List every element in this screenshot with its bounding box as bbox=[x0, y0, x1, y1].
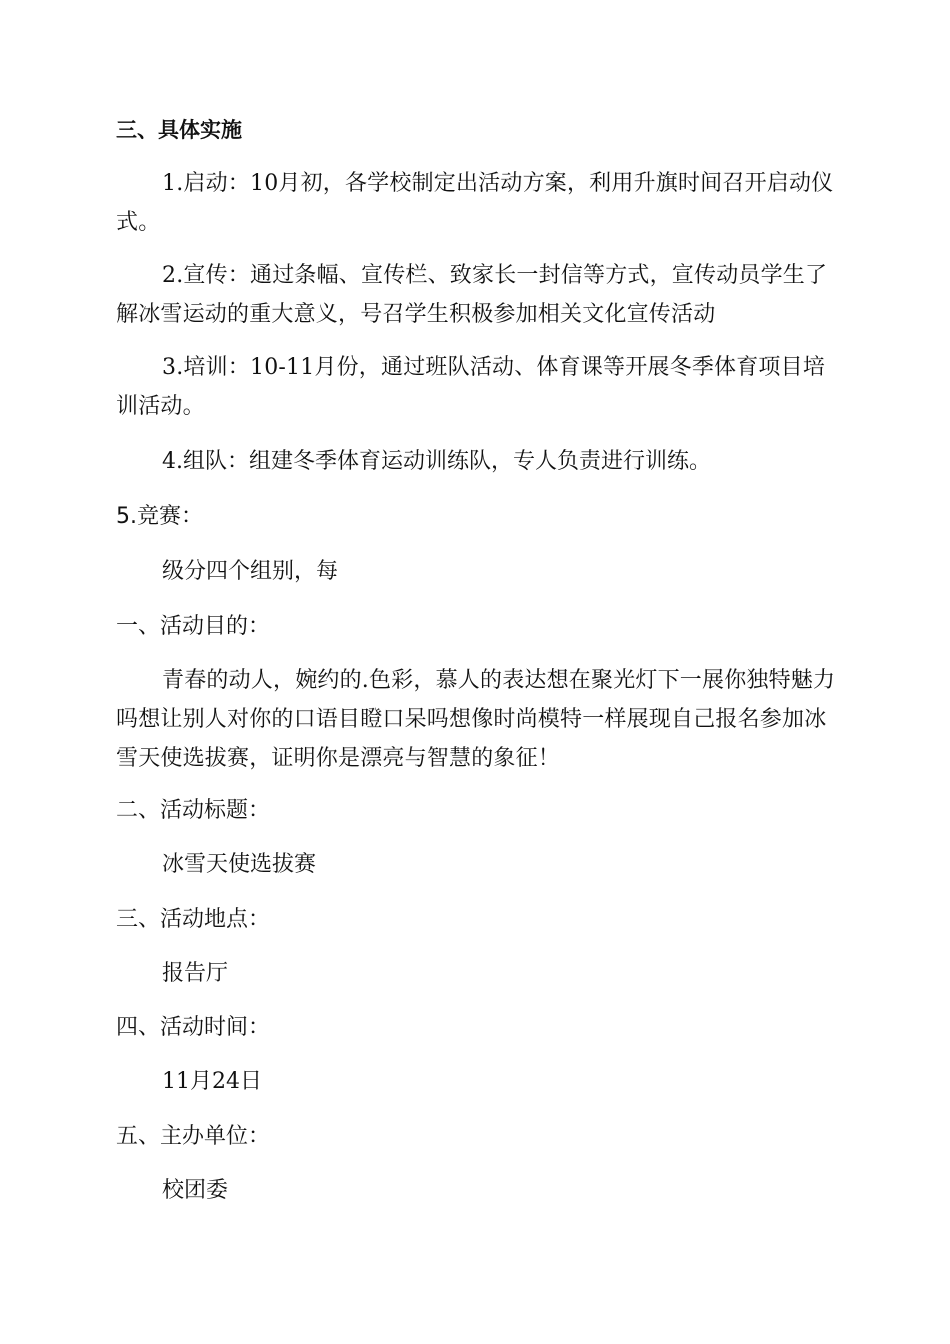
title-heading: 二、活动标题： bbox=[116, 798, 271, 823]
organizer-heading: 五、主办单位： bbox=[116, 1124, 271, 1149]
item-competition-label: 5.竞赛： bbox=[116, 504, 203, 529]
item-launch: 1.启动：10月初，各学校制定出活动方案，利用升旗时间召开启动仪式。 bbox=[116, 171, 834, 235]
section-heading-implementation: 三、具体实施 bbox=[116, 118, 242, 142]
item-team: 4.组队：组建冬季体育运动训练队，专人负责进行训练。 bbox=[162, 449, 711, 474]
purpose-text: 青春的动人，婉约的.色彩，慕人的表达想在聚光灯下一展你独特魅力吗想让别人对你的口语目瞪口呆吗想像时尚模特一样展现自己报名参加冰雪天使选拔赛，证明你是漂亮与智慧的象征！ bbox=[116, 668, 836, 771]
location-heading: 三、活动地点： bbox=[116, 907, 271, 932]
location-text: 报告厅 bbox=[162, 961, 229, 986]
organizer-text: 校团委 bbox=[162, 1178, 229, 1203]
time-text: 11月24日 bbox=[162, 1069, 262, 1094]
time-heading: 四、活动时间： bbox=[116, 1015, 271, 1040]
item-training: 3.培训：10-11月份，通过班队活动、体育课等开展冬季体育项目培训活动。 bbox=[116, 355, 826, 419]
purpose-heading: 一、活动目的： bbox=[116, 614, 271, 639]
item-publicity: 2.宣传：通过条幅、宣传栏、致家长一封信等方式，宣传动员学生了解冰雪运动的重大意义，号召学生积极参加相关文化宣传活动 bbox=[116, 263, 828, 327]
item-competition-text: 级分四个组别，每 bbox=[162, 559, 339, 584]
title-text: 冰雪天使选拔赛 bbox=[162, 852, 317, 877]
